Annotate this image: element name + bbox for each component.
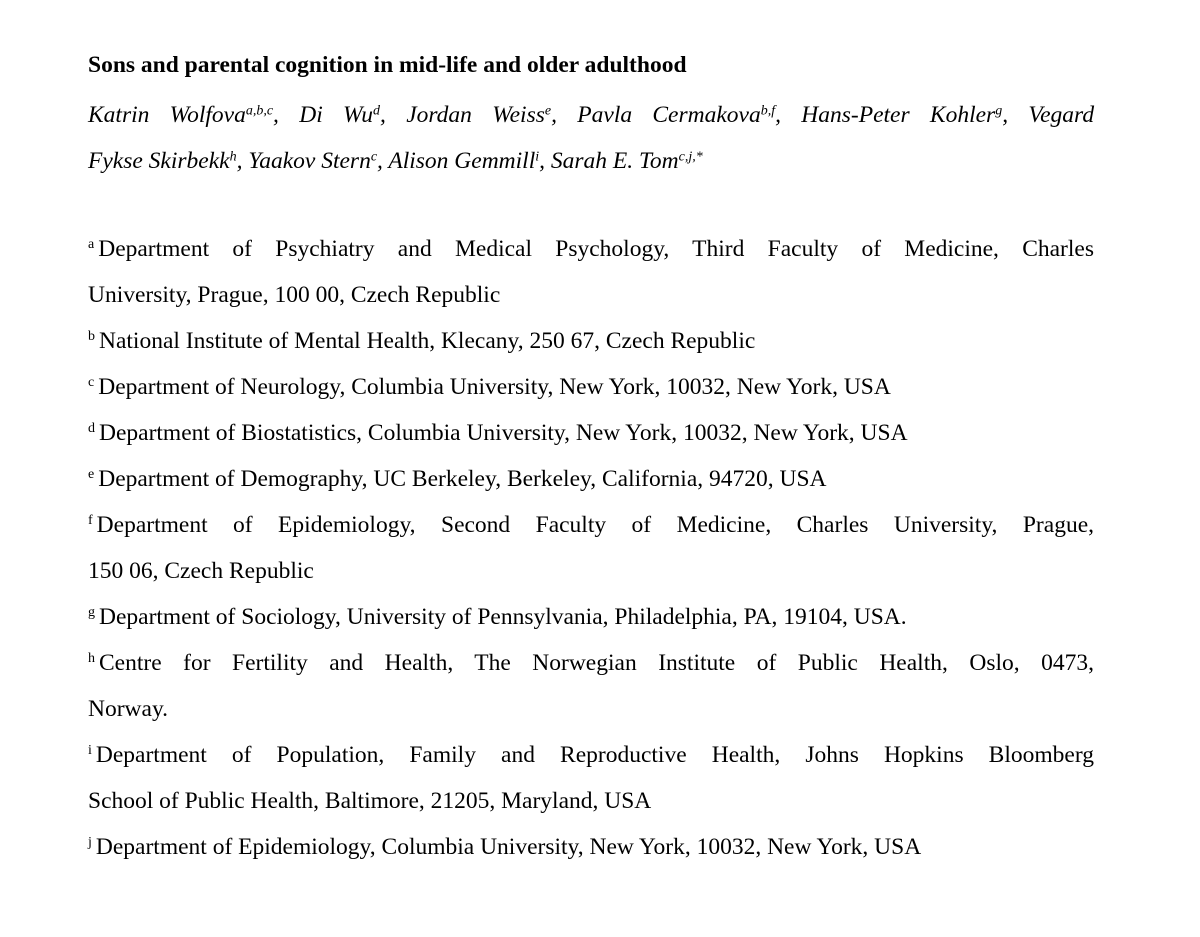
affiliation-key: c — [88, 375, 95, 391]
author-affil-sup: d — [373, 103, 381, 119]
author-name: Alison Gemmill — [388, 148, 536, 174]
affiliation-text-continued: Norway. — [88, 696, 169, 722]
author-line-1 — [88, 92, 1094, 138]
author-name-part: Fykse Skirbekk — [88, 148, 230, 174]
affiliation-key: h — [88, 651, 95, 667]
author-affil-sup: g — [995, 103, 1003, 119]
affiliation-text: Department of Sociology, University of Pennsylvania, Philadelphia, PA, 19104, USA. — [99, 604, 907, 630]
author-affil-sup: h — [229, 149, 237, 165]
affiliation-entry — [88, 318, 1094, 364]
affiliation-entry — [88, 824, 1094, 870]
affiliation-entry — [88, 456, 1094, 502]
affiliation-text: Department of Epidemiology, Columbia University, New York, 10032, New York, USA — [95, 834, 922, 860]
affiliation-line — [88, 502, 1094, 548]
author-sep: , — [539, 148, 551, 174]
author-affil-sup: c — [370, 149, 378, 165]
affiliation-line — [88, 226, 1094, 272]
affiliation-line — [88, 640, 1094, 686]
affiliation-line — [88, 374, 891, 400]
author-sep: , — [236, 148, 249, 174]
affiliation-text: National Institute of Mental Health, Klecany, 250 67, Czech Republic — [99, 328, 756, 354]
affiliation-key: d — [88, 421, 95, 437]
paper-title: Sons and parental cognition in mid-life and older adulthood — [88, 52, 687, 78]
affiliation-text: Department of Psychiatry and Medical Psychology, Third Faculty of Medicine, Charles — [98, 236, 1094, 262]
affiliation-list — [88, 226, 1094, 870]
author-name: Pavla Cermakova — [577, 102, 761, 128]
affiliation-key: f — [88, 513, 93, 529]
author-sep: , — [273, 102, 300, 128]
affiliation-entry — [88, 594, 1094, 640]
affiliation-line — [88, 732, 1094, 778]
author-line-2 — [88, 138, 1094, 184]
author-name-part: Vegard — [1028, 102, 1095, 128]
affiliation-key: a — [88, 237, 95, 253]
affiliation-key: j — [88, 835, 92, 851]
affiliation-text-continued: University, Prague, 100 00, Czech Republic — [88, 282, 501, 308]
affiliation-key: i — [88, 743, 92, 759]
author-affil-sup: e — [544, 103, 552, 119]
author-affil-sup: i — [535, 149, 540, 165]
author-sep: , — [551, 102, 578, 128]
affiliation-line — [88, 420, 908, 446]
affiliation-text: Department of Demography, UC Berkeley, Berkeley, California, 94720, USA — [98, 466, 827, 492]
affiliation-entry — [88, 640, 1094, 732]
affiliation-text: Department of Biostatistics, Columbia University, New York, 10032, New York, USA — [99, 420, 908, 446]
affiliation-key: e — [88, 467, 95, 483]
affiliation-text: Department of Epidemiology, Second Faculty of Medicine, Charles University, Prague, — [96, 512, 1094, 538]
affiliation-key: b — [88, 329, 95, 345]
affiliation-entry — [88, 410, 1094, 456]
affiliation-line — [88, 834, 921, 860]
affiliation-line — [88, 328, 755, 354]
affiliation-text: Centre for Fertility and Health, The Norwegian Institute of Public Health, Oslo, 0473, — [99, 650, 1094, 676]
affiliation-entry — [88, 226, 1094, 318]
author-name: Di Wu — [299, 102, 374, 128]
author-name: Katrin Wolfova — [88, 102, 246, 128]
author-sep: , — [1002, 102, 1029, 128]
affiliation-line — [88, 604, 907, 630]
author-sep: , — [380, 102, 407, 128]
affiliation-text-continued: School of Public Health, Baltimore, 21205, Maryland, USA — [88, 788, 652, 814]
author-affil-sup: c,j,* — [678, 149, 703, 165]
author-sep: , — [377, 148, 389, 174]
author-name: Sarah E. Tom — [550, 148, 679, 174]
author-affil-sup: a,b,c — [245, 103, 274, 119]
author-affil-sup: b,f — [760, 103, 776, 119]
affiliation-text: Department of Neurology, Columbia University, New York, 10032, New York, USA — [98, 374, 891, 400]
affiliation-entry — [88, 732, 1094, 824]
author-name: Hans-Peter Kohler — [801, 102, 996, 128]
author-list — [88, 92, 1094, 184]
affiliation-entry — [88, 502, 1094, 594]
author-name: Jordan Weiss — [406, 102, 545, 128]
affiliation-line — [88, 466, 827, 492]
affiliation-key: g — [88, 605, 95, 621]
affiliation-text-continued: 150 06, Czech Republic — [88, 558, 314, 584]
author-sep: , — [775, 102, 802, 128]
author-name: Yaakov Stern — [248, 148, 371, 174]
affiliation-entry — [88, 364, 1094, 410]
affiliation-text: Department of Population, Family and Reproductive Health, Johns Hopkins Bloomberg — [95, 742, 1094, 768]
